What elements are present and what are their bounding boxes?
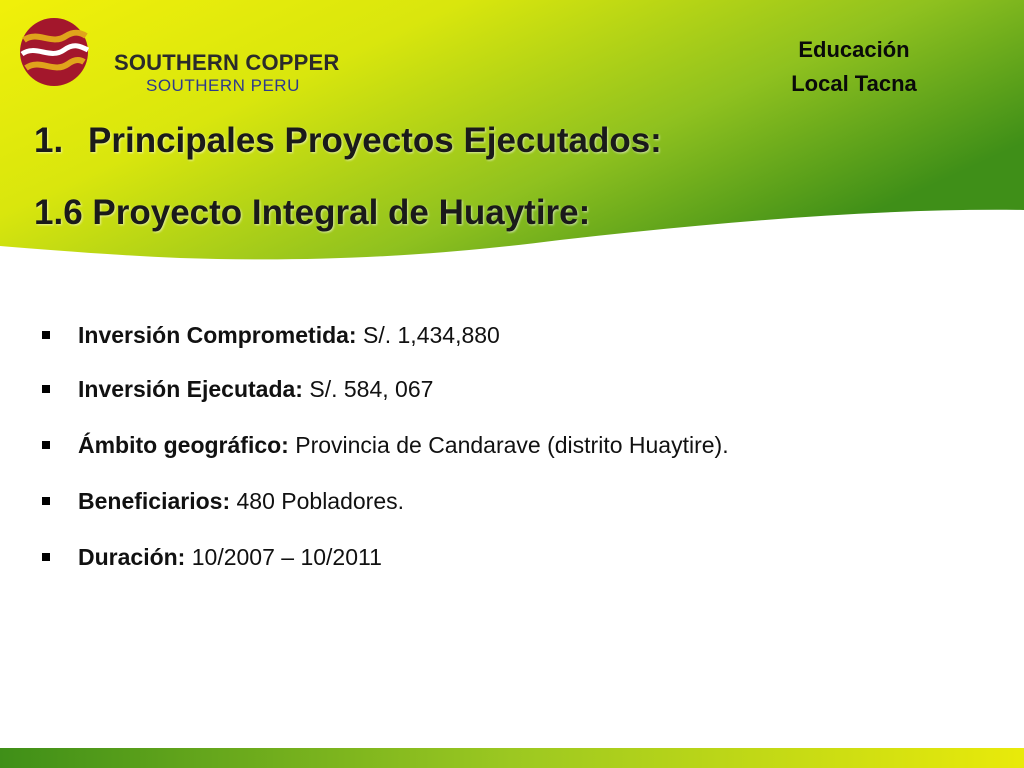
logo-subsidiary-name: SOUTHERN PERU: [146, 76, 300, 95]
bullet-label: Inversión Ejecutada:: [78, 376, 303, 402]
bullet-label: Duración:: [78, 544, 186, 570]
bullet-value: Provincia de Candarave (distrito Huaytire).: [295, 432, 729, 458]
section-title-text: Principales Proyectos Ejecutados:: [88, 121, 662, 160]
unit-label-line-2: Local Tacna: [791, 71, 917, 96]
unit-label: [744, 33, 964, 101]
list-item: [38, 428, 729, 462]
project-details-list: [38, 318, 729, 574]
square-bullet-icon: [42, 441, 50, 449]
bullet-label: Inversión Comprometida:: [78, 322, 357, 348]
company-logo: [18, 16, 378, 95]
southern-copper-logo-icon: [18, 16, 90, 88]
bullet-value: S/. 584, 067: [309, 376, 434, 402]
section-title: [34, 121, 662, 161]
list-item: [38, 540, 729, 574]
square-bullet-icon: [42, 497, 50, 505]
bullet-label: Ámbito geográfico:: [78, 432, 289, 458]
logo-company-name: SOUTHERN COPPER: [114, 50, 340, 75]
list-item: [38, 484, 729, 518]
bullet-value: S/. 1,434,880: [363, 322, 500, 348]
bullet-value: 10/2007 – 10/2011: [191, 544, 382, 570]
subsection-title: 1.6 Proyecto Integral de Huaytire:: [34, 193, 591, 232]
section-title-number: 1.: [34, 121, 64, 160]
footer-gradient-bar: [0, 748, 1024, 768]
bullet-value: 480 Pobladores.: [236, 488, 405, 514]
square-bullet-icon: [42, 385, 50, 393]
square-bullet-icon: [42, 331, 50, 339]
square-bullet-icon: [42, 553, 50, 561]
unit-label-line-1: Educación: [798, 37, 910, 62]
bullet-label: Beneficiarios:: [78, 488, 231, 514]
list-item: [38, 318, 729, 352]
list-item: [38, 372, 729, 406]
